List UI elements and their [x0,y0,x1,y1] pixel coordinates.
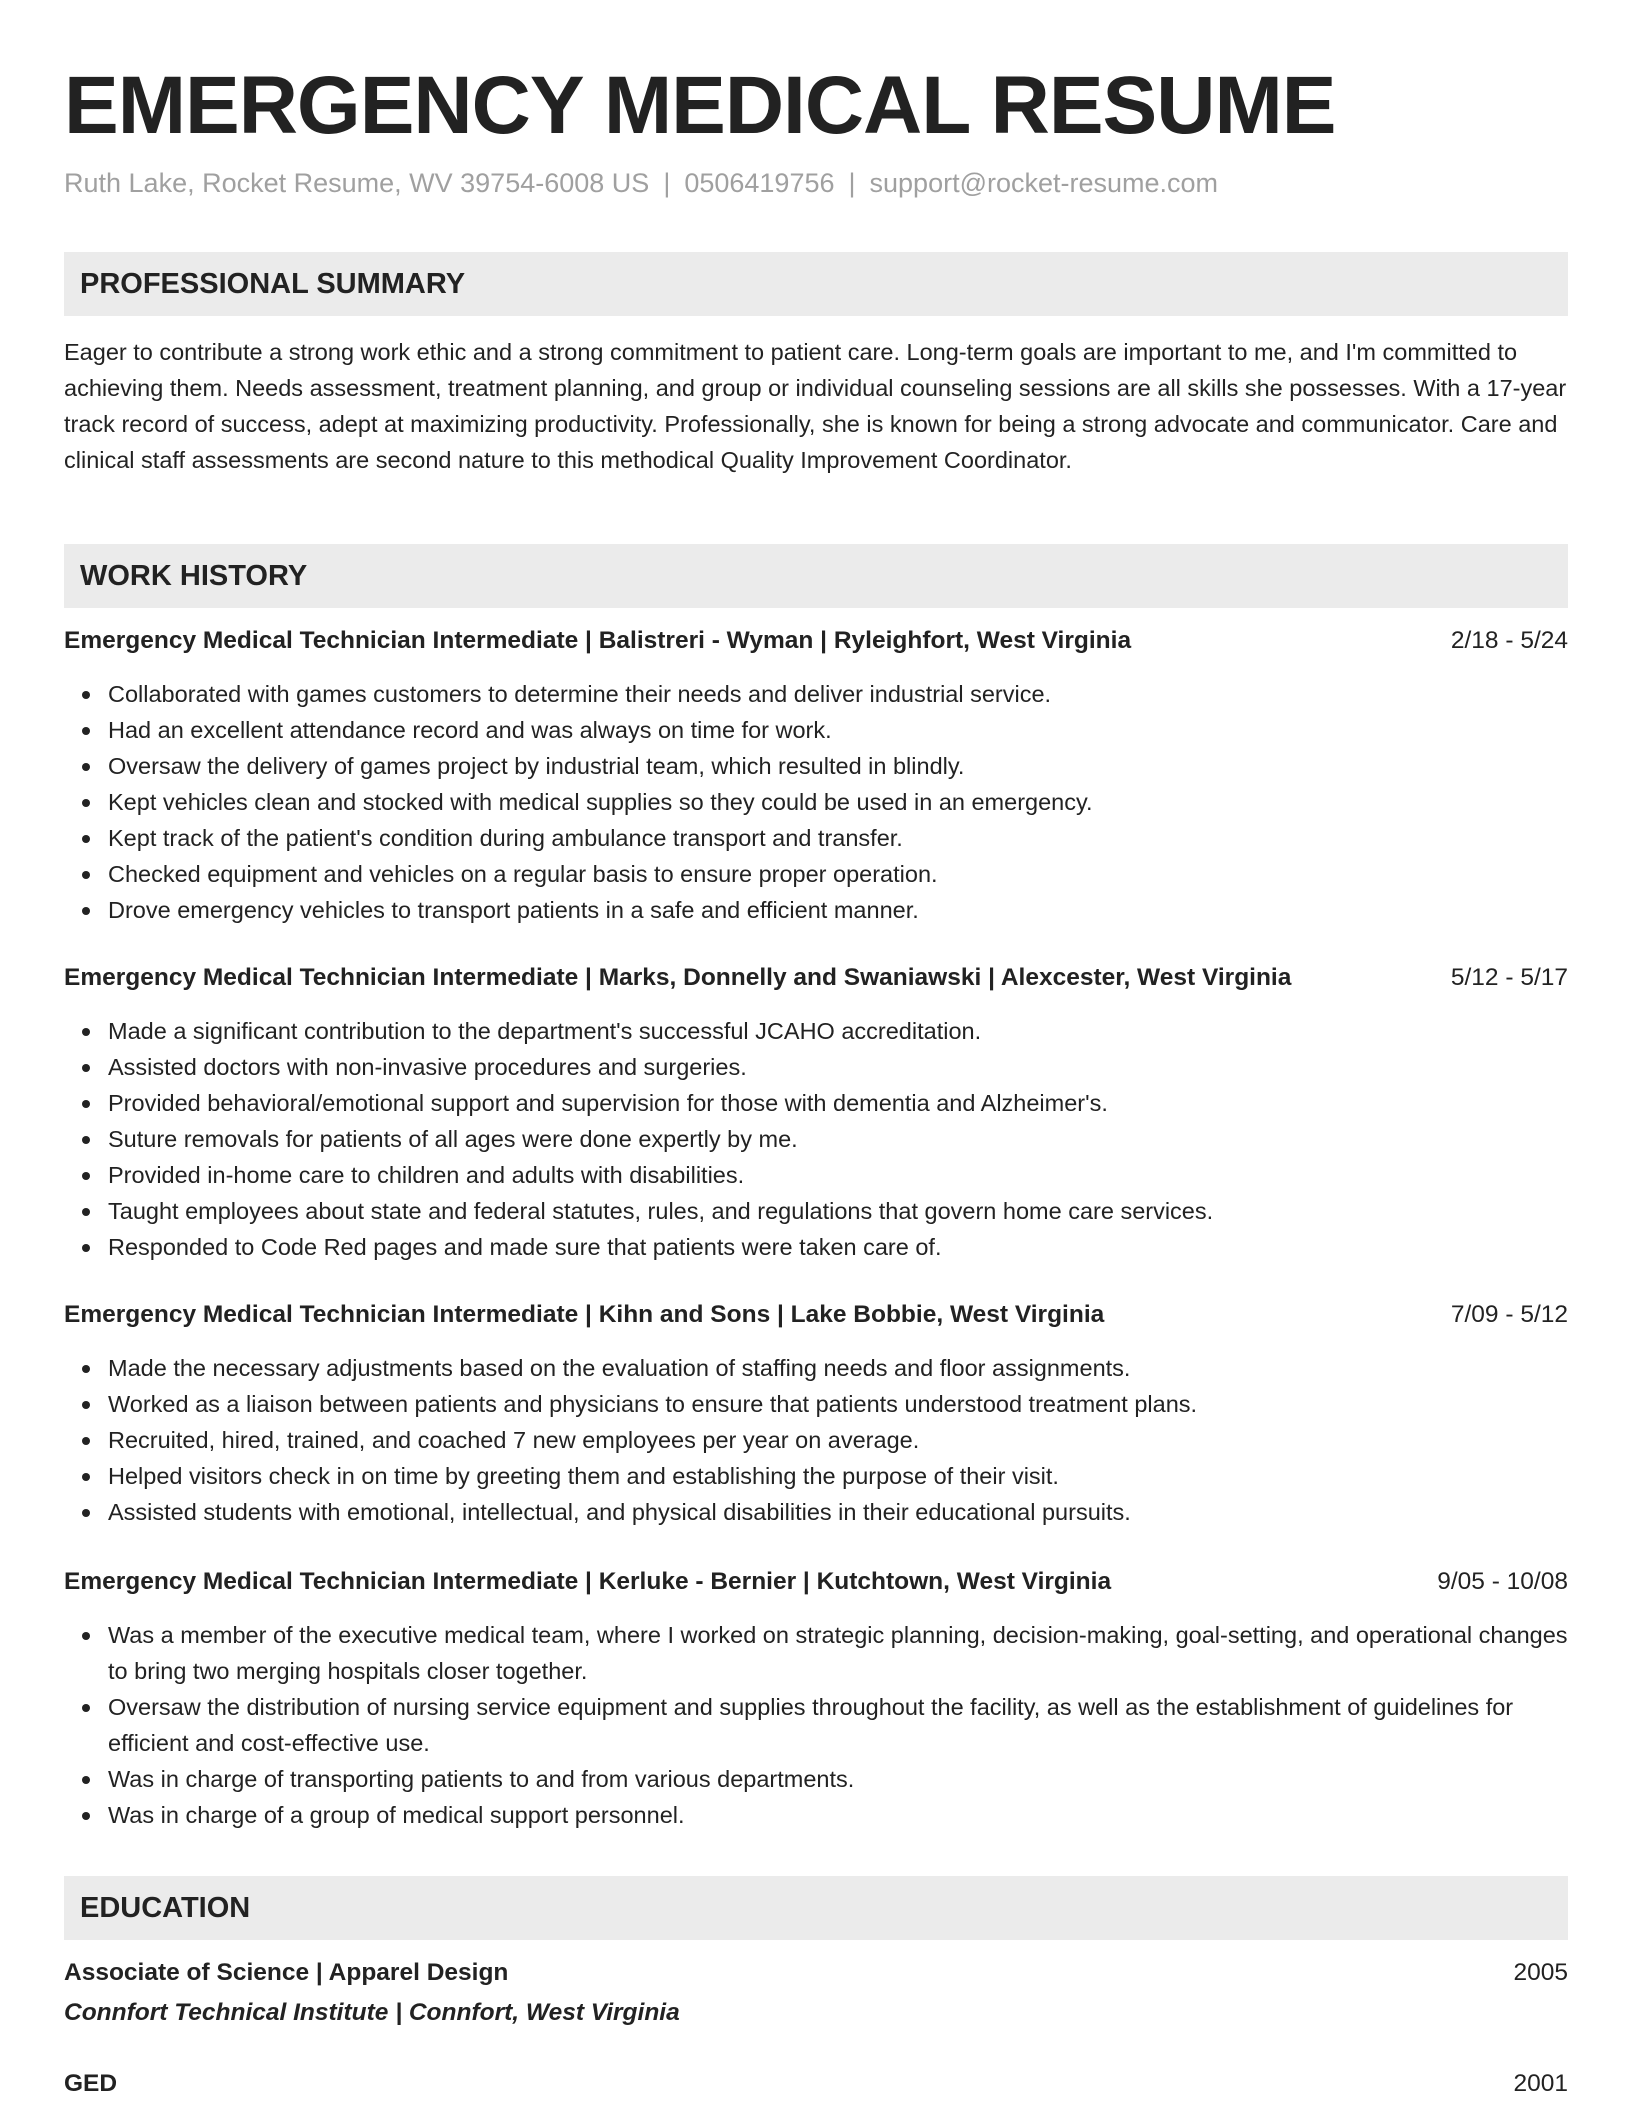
bullet-text: Taught employees about state and federal statutes, rules, and regulations that govern home care services. [108,1198,1214,1224]
list-item [108,1458,1568,1494]
job-header [64,623,1568,659]
bullet-text: Checked equipment and vehicles on a regular basis to ensure proper operation. [108,861,938,887]
list-item [108,1761,1568,1797]
list-item [108,1350,1568,1386]
job-bullet-list [64,676,1568,928]
bullet-text: Kept track of the patient's condition during ambulance transport and transfer. [108,825,903,851]
list-item [108,1617,1568,1689]
bullet-icon [82,1401,90,1409]
summary-text: Eager to contribute a strong work ethic and a strong commitment to patient care. Long-term goals are important to me, and I'm committed to achieving them. Needs assessment, treatment planning, and group or individual counseling sessions are all skills she possesses. With a 17-year track record of success, adept at maximizing productivity. Professionally, she is known for being a strong advocate and communicator. Care and clinical staff assessments are second nature to this methodical Quality Improvement Coordinator. [64,339,1567,473]
job-dates: 5/12 - 5/17 [1450,964,1568,991]
list-item [108,1157,1568,1193]
job-bullet-list [64,1617,1568,1833]
bullet-text: Assisted students with emotional, intellectual, and physical disabilities in their educational pursuits. [108,1499,1131,1525]
section-header-education [64,1876,1568,1940]
bullet-icon [82,1704,90,1712]
section-header-work-history [64,544,1568,608]
bullet-text: Made a significant contribution to the department's successful JCAHO accreditation. [108,1018,982,1044]
bullet-icon [82,1100,90,1108]
bullet-icon [82,1632,90,1640]
job-header [64,960,1568,996]
list-item [108,1422,1568,1458]
bullet-icon [82,1208,90,1216]
list-item [108,1494,1568,1530]
contact-address: Ruth Lake, Rocket Resume, WV 39754-6008 US [64,168,650,198]
job-bullet-list [64,1350,1568,1530]
contact-separator: | [848,168,856,198]
bullet-icon [82,727,90,735]
bullet-text: Provided behavioral/emotional support and supervision for those with dementia and Alzheimer's. [108,1090,1108,1116]
bullet-text: Drove emergency vehicles to transport patients in a safe and efficient manner. [108,897,919,923]
list-item [108,1085,1568,1121]
bullet-text: Oversaw the delivery of games project by industrial team, which resulted in blindly. [108,753,965,779]
job-title: Emergency Medical Technician Intermediate | Kihn and Sons | Lake Bobbie, West Virginia [64,1301,1105,1328]
bullet-text: Provided in-home care to children and adults with disabilities. [108,1162,745,1188]
section-header-summary [64,252,1568,316]
list-item [108,1689,1568,1761]
list-item [108,820,1568,856]
bullet-text: Recruited, hired, trained, and coached 7 new employees per year on average. [108,1427,920,1453]
list-item [108,1049,1568,1085]
bullet-icon [82,835,90,843]
section-title: PROFESSIONAL SUMMARY [80,268,466,300]
job-title: Emergency Medical Technician Intermediate | Kerluke - Bernier | Kutchtown, West Virginia [64,1568,1112,1595]
education-entry [64,1955,1568,1991]
list-item [108,1229,1568,1265]
bullet-text: Was in charge of transporting patients to and from various departments. [108,1766,855,1792]
list-item [108,1121,1568,1157]
bullet-icon [82,691,90,699]
list-item [108,748,1568,784]
education-degree: GED [64,2070,118,2097]
bullet-text: Helped visitors check in on time by greeting them and establishing the purpose of their visit. [108,1463,1059,1489]
education-year: 2005 [1513,1959,1568,1986]
list-item [108,1193,1568,1229]
list-item [108,784,1568,820]
bullet-text: Kept vehicles clean and stocked with medical supplies so they could be used in an emergency. [108,789,1093,815]
list-item [108,856,1568,892]
bullet-text: Was in charge of a group of medical support personnel. [108,1802,685,1828]
bullet-text: Assisted doctors with non-invasive procedures and surgeries. [108,1054,747,1080]
job-bullet-list [64,1013,1568,1265]
list-item [108,712,1568,748]
education-year: 2001 [1513,2070,1568,2097]
list-item [108,1013,1568,1049]
bullet-text: Responded to Code Red pages and made sure that patients were taken care of. [108,1234,942,1260]
education-school: Connfort Technical Institute | Connfort, West Virginia [64,1999,680,2026]
bullet-text: Had an excellent attendance record and was always on time for work. [108,717,832,743]
bullet-text: Collaborated with games customers to determine their needs and deliver industrial service. [108,681,1052,707]
bullet-icon [82,1776,90,1784]
list-item [108,892,1568,928]
bullet-text: Made the necessary adjustments based on the evaluation of staffing needs and floor assignments. [108,1355,1131,1381]
bullet-icon [82,1244,90,1252]
contact-phone: 0506419756 [684,168,835,198]
section-title: EDUCATION [80,1892,251,1924]
bullet-icon [82,1064,90,1072]
bullet-text: Suture removals for patients of all ages were done expertly by me. [108,1126,798,1152]
contact-separator: | [663,168,671,198]
bullet-icon [82,1509,90,1517]
bullet-icon [82,907,90,915]
bullet-icon [82,1365,90,1373]
bullet-text: Was a member of the executive medical team, where I worked on strategic planning, decision-making, goal-setting, and operational changes to bring two merging hospitals closer together. [108,1622,1568,1684]
bullet-text: Worked as a liaison between patients and physicians to ensure that patients understood treatment plans. [108,1391,1198,1417]
bullet-icon [82,799,90,807]
bullet-icon [82,763,90,771]
section-title: WORK HISTORY [80,560,308,592]
resume-title: EMERGENCY MEDICAL RESUME [64,60,1336,151]
list-item [108,1386,1568,1422]
contact-email[interactable]: support@rocket-resume.com [869,168,1219,198]
job-dates: 7/09 - 5/12 [1450,1301,1568,1328]
job-dates: 9/05 - 10/08 [1437,1568,1568,1595]
list-item [108,1797,1568,1833]
job-title: Emergency Medical Technician Intermediate | Marks, Donnelly and Swaniawski | Alexcester, West Virginia [64,964,1292,991]
bullet-icon [82,1172,90,1180]
job-header [64,1297,1568,1333]
job-title: Emergency Medical Technician Intermediate | Balistreri - Wyman | Ryleighfort, West Virginia [64,627,1132,654]
bullet-icon [82,1812,90,1820]
contact-line [64,165,1218,201]
education-degree: Associate of Science | Apparel Design [64,1959,509,1986]
bullet-icon [82,1473,90,1481]
bullet-icon [82,1028,90,1036]
bullet-icon [82,1136,90,1144]
bullet-icon [82,1437,90,1445]
job-dates: 2/18 - 5/24 [1450,627,1568,654]
bullet-text: Oversaw the distribution of nursing service equipment and supplies throughout the facility, as well as the establishment of guidelines for efficient and cost-effective use. [108,1694,1514,1756]
list-item [108,676,1568,712]
education-entry [64,2066,1568,2102]
bullet-icon [82,871,90,879]
job-header [64,1564,1568,1600]
